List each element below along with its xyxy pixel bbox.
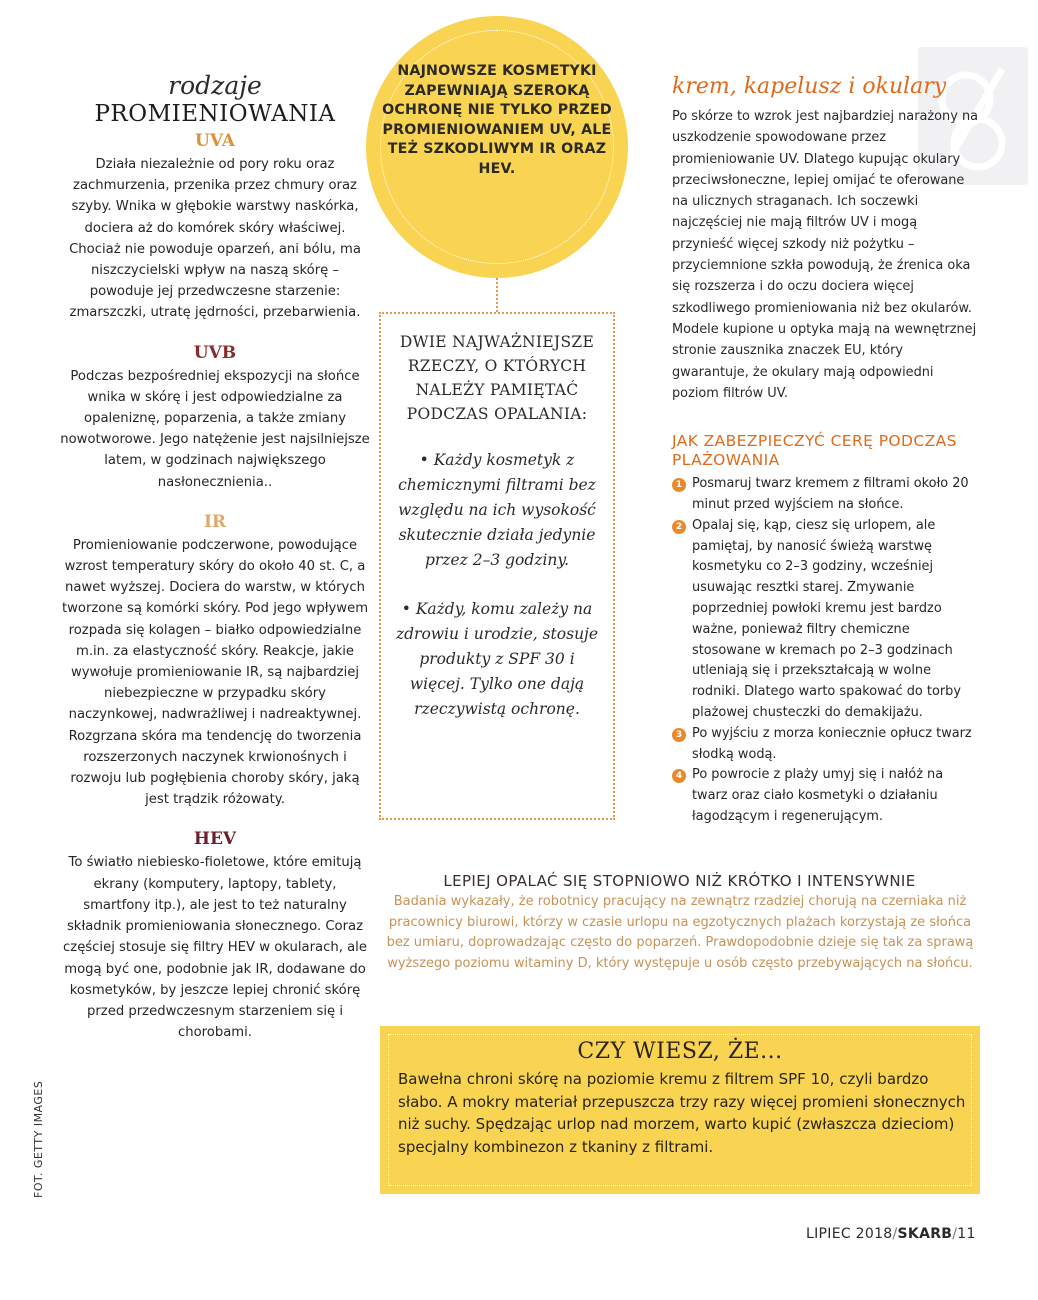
column-kicker: rodzaje (168, 71, 262, 100)
ir-heading: IR (203, 511, 227, 532)
two-things-heading: DWIE NAJWAŻNIEJSZE RZECZY, O KTÓRYCH NALEŻY PAMIĘTAĆ PODCZAS OPALANIA: (399, 333, 595, 423)
step-text: Posmaruj twarz kremem z filtrami około 20 minut przed wyjściem na słońce. (692, 476, 969, 512)
ir-text: Promieniowanie podczerwone, powodujące wzrost temperatury skóry do około 40 st. C, a nawet wyższej. Dociera do warstw, w których tworzone są komórki skóry. Pod jego wpływem rozpada się kolagen – białko odpowiedzialne m.in. za elastyczność skóry. Reakcje, jakie wywołuje promieniowanie IR, są najbardziej niebezpieczne w przypadku skóry naczynkowej, nadwrażliwej i nadreaktywnej. Rozgrzana skóra ma tendencję do tworzenia rozszerzonych naczynek krwionośnych i rozwoju lub pogłębienia choroby skóry, jaką jest trądzik różowaty. (61, 537, 369, 808)
uva-text: Działa niezależnie od pory roku oraz zachmurzenia, przenika przez chmury oraz szyby. Wnika w głębokie warstwy naskórka, dociera aż do komórek skóry właściwej. Chociaż nie powoduje oparzeń, ani bólu, ma niszczycielski wpływ na naszą skórę – powoduje jej przedwczesne starzenie: zmarszczki, utratę jędrności, przebarwienia. (69, 157, 361, 321)
dotted-connector (496, 278, 498, 312)
two-things-box (379, 312, 615, 820)
radiation-types-column (60, 72, 370, 1043)
step-number-badge: 4 (672, 769, 686, 783)
step-number-badge: 1 (672, 478, 686, 492)
gradual-tanning-section (380, 870, 980, 974)
beach-protection-steps (672, 474, 982, 828)
eyewear-text: Po skórze to wzrok jest najbardziej narażony na uszkodzenie spowodowane przez promieniowanie UV. Dlatego kupując okulary przeciwsłoneczne, lepiej omijać te oferowane na ulicznych straganach. Ich soczewki najczęściej nie mają filtrów UV i mogą przynieść więcej szkody niż pożytku – przyciemnione szkła powodują, że źrenica oka się rozszerza i do oczu dociera więcej szkodliwego promieniowania niż bez okularów. Modele kupione u optyka mają na wewnętrznej stronie zausznika znaczek EU, który gwarantuje, że okulary mają odpowiedni poziom filtrów UV. (672, 109, 979, 401)
gradual-tanning-heading: LEPIEJ OPALAĆ SIĘ STOPNIOWO NIŻ KRÓTKO I INTENSYWNIE (443, 872, 916, 890)
did-you-know-box (380, 1026, 980, 1194)
did-you-know-text: Bawełna chroni skórę na poziomie kremu z filtrem SPF 10, czyli bardzo słabo. A mokry materiał przepuszcza trzy razy więcej promieni słonecznych niż suchy. Spędzając urlop nad morzem, warto kupić (zwłaszcza dzieciom) specjalny kombinezon z tkaniny z filtrami. (398, 1070, 966, 1156)
hev-heading: HEV (193, 829, 237, 850)
two-things-item: • Każdy kosmetyk z chemicznymi filtrami bez względu na ich wysokość skutecznie działa jedynie przez 2–3 godziny. (398, 451, 596, 569)
list-item (672, 765, 982, 827)
footer-separator: / (952, 1226, 958, 1242)
column-title: PROMIENIOWANIA (94, 101, 336, 127)
two-things-item: • Każdy, komu zależy na zdrowiu i urodzie, stosuje produkty z SPF 30 i więcej. Tylko one dają rzeczywistą ochronę. (395, 600, 599, 718)
issue-date: LIPIEC 2018 (806, 1226, 893, 1242)
step-text: Opalaj się, kąp, ciesz się urlopem, ale pamiętaj, by nanosić świeżą warstwę kosmetyku co 2–3 godziny, wcześniej usuwając resztki starej. Zmywanie poprzedniej powłoki kremu jest bardzo ważne, ponieważ filtry chemiczne stosowane w kremach po 2–3 godzinach utleniają się i przekształcają w wolne rodniki. Dlatego warto spakować do torby plażowej chusteczki do demakijażu. (692, 517, 961, 720)
beach-protection-heading: JAK ZABEZPIECZYĆ CERĘ PODCZAS PLAŻOWANIA (672, 432, 957, 470)
step-number-badge: 3 (672, 728, 686, 742)
gradual-tanning-text: Badania wykazały, że robotnicy pracujący na zewnątrz rzadziej chorują na czerniaka niż pracownicy biurowi, którzy w czasie urlopu na egzotycznych plażach korzystają ze słońca bez umiaru, doprowadzając często do poparzeń. Prawdopodobnie dzieje się tak za sprawą wyższego poziomu witaminy D, który występuje u osób często przebywających na słońcu. (386, 894, 974, 971)
list-item (672, 516, 982, 724)
did-you-know-title: CZY WIESZ, ŻE... (577, 1039, 783, 1064)
eyewear-column (672, 72, 982, 828)
page-footer (806, 1226, 976, 1242)
step-number-badge: 2 (672, 520, 686, 534)
page-number: 11 (957, 1226, 976, 1242)
magazine-name: SKARB (897, 1226, 953, 1242)
footer-separator: / (892, 1226, 898, 1242)
sun-callout-text: NAJNOWSZE KOSMETYKI ZAPEWNIAJĄ SZEROKĄ OCHRONĘ NIE TYLKO PRZED PROMIENIOWANIEM UV, ALE TEŻ SZKODLIWYM IR ORAZ HEV. (382, 63, 612, 177)
uva-heading: UVA (195, 131, 235, 151)
hev-text: To światło niebiesko-fioletowe, które emitują ekrany (komputery, laptopy, tablety, smartfony itp.), ale jest to też naturalny składnik promieniowania słonecznego. Coraz częściej stosuje się filtry HEV w okularach, ale mogą być one, podobnie jak IR, dodawane do kosmetyków, by jeszcze lepiej chronić skórę przed przedwczesnym starzeniem się i chorobami. (63, 855, 367, 1041)
photo-credit: FOT. GETTY IMAGES (32, 1080, 45, 1198)
list-item (672, 474, 982, 516)
step-text: Po wyjściu z morza koniecznie opłucz twarz słodką wodą. (692, 725, 972, 762)
uvb-heading: UVB (193, 342, 237, 363)
uvb-text: Podczas bezpośredniej ekspozycji na słońce wnika w skórę i jest odpowiedzialne za opaleniznę, poparzenia, a także zmiany nowotworowe. Jego natężenie jest najsilniejsze latem, w godzinach największego nasłonecznienia.. (60, 368, 370, 490)
step-text: Po powrocie z plaży umyj się i nałóż na twarz oraz ciało kosmetyki o działaniu łagodzącym i regenerującym. (692, 767, 944, 824)
list-item (672, 724, 982, 766)
eyewear-title: krem, kapelusz i okulary (672, 74, 947, 99)
